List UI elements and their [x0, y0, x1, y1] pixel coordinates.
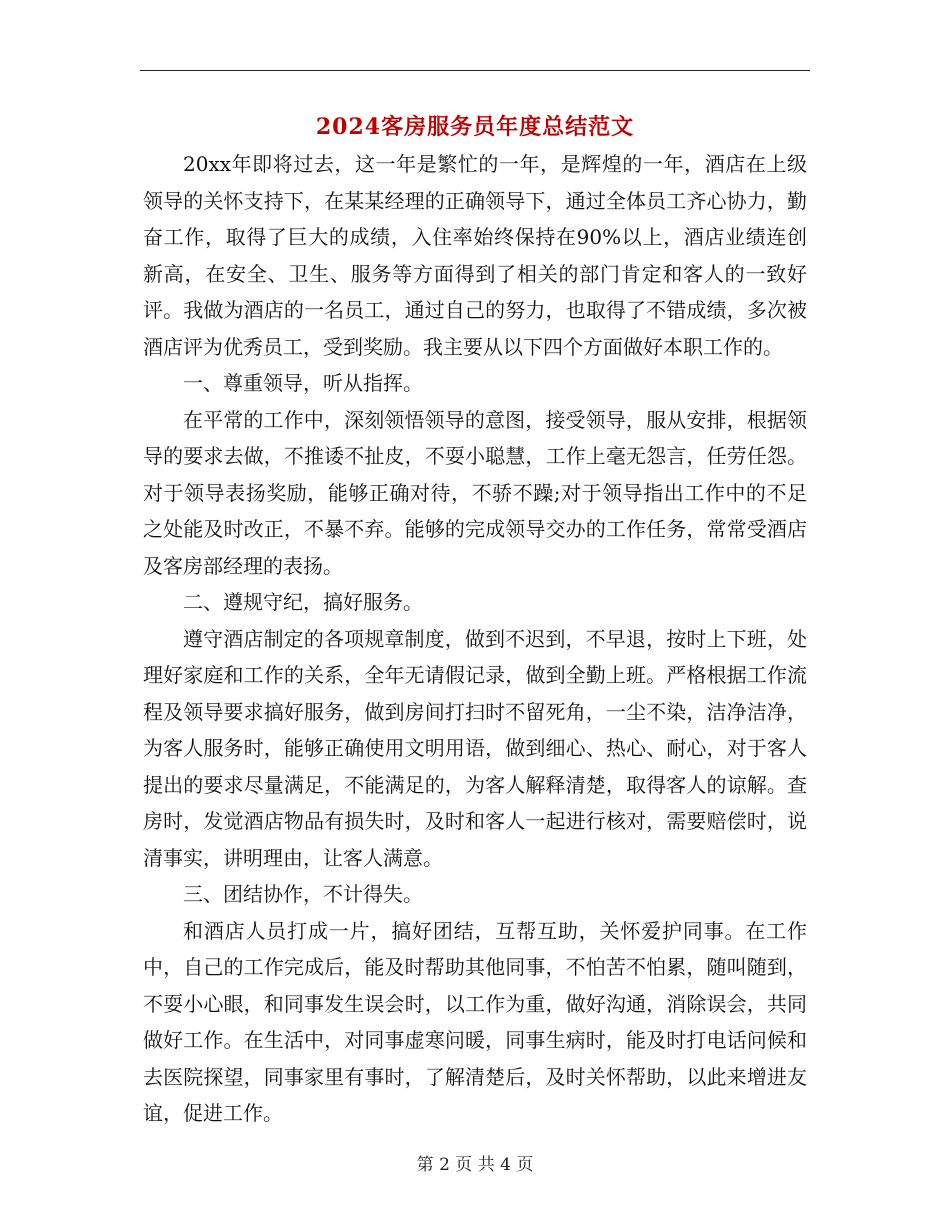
paragraph-section-2: 遵守酒店制定的各项规章制度，做到不迟到，不早退，按时上下班，处理好家庭和工作的关系，全年无请假记录，做到全勤上班。严格根据工作流程及领导要求搞好服务，做到房间打扫时不留死角，一尘不染，洁净洁净，为客人服务时，能够正确使用文明用语，做到细心、热心、耐心，对于客人提出的要求尽量满足，不能满足的，为客人解释清楚，取得客人的谅解。查房时，发觉酒店物品有损失时，及时和客人一起进行核对，需要赔偿时，说清事实，讲明理由，让客人满意。 [143, 626, 807, 870]
section-heading-1: 一、尊重领导，听从指挥。 [183, 371, 423, 395]
document-title: 2024客房服务员年度总结范文 [315, 114, 635, 140]
page-number-label: 第 2 页 共 4 页 [416, 1155, 534, 1175]
section-heading-2: 二、遵规守纪，搞好服务。 [183, 590, 423, 614]
page-footer [0, 1152, 950, 1178]
document-body [143, 146, 807, 1132]
section-heading-3: 三、团结协作，不计得失。 [183, 882, 423, 906]
paragraph-intro: 20xx年即将过去，这一年是繁忙的一年，是辉煌的一年，酒店在上级领导的关怀支持下，在某某经理的正确领导下，通过全体员工齐心协力，勤奋工作，取得了巨大的成绩，入住率始终保持在90%以上，酒店业绩连创新高，在安全、卫生、服务等方面得到了相关的部门肯定和客人的一致好评。我做为酒店的一名员工，通过自己的努力，也取得了不错成绩，多次被酒店评为优秀员工，受到奖励。我主要从以下四个方面做好本职工作的。 [143, 152, 807, 359]
header-divider [140, 70, 810, 71]
paragraph-section-1: 在平常的工作中，深刻领悟领导的意图，接受领导，服从安排，根据领导的要求去做，不推诿不扯皮，不耍小聪慧，工作上毫无怨言，任劳任怨。对于领导表扬奖励，能够正确对待，不骄不躁;对于领导指出工作中的不足之处能及时改正，不暴不弃。能够的完成领导交办的工作任务，常常受酒店及客房部经理的表扬。 [143, 407, 807, 578]
paragraph-section-3: 和酒店人员打成一片，搞好团结，互帮互助，关怀爱护同事。在工作中，自己的工作完成后，能及时帮助其他同事，不怕苦不怕累，随叫随到，不耍小心眼，和同事发生误会时，以工作为重，做好沟通，消除误会，共同做好工作。在生活中，对同事虚寒问暖，同事生病时，能及时打电话问候和去医院探望，同事家里有事时，了解清楚后，及时关怀帮助，以此来增进友谊，促进工作。 [143, 918, 807, 1125]
